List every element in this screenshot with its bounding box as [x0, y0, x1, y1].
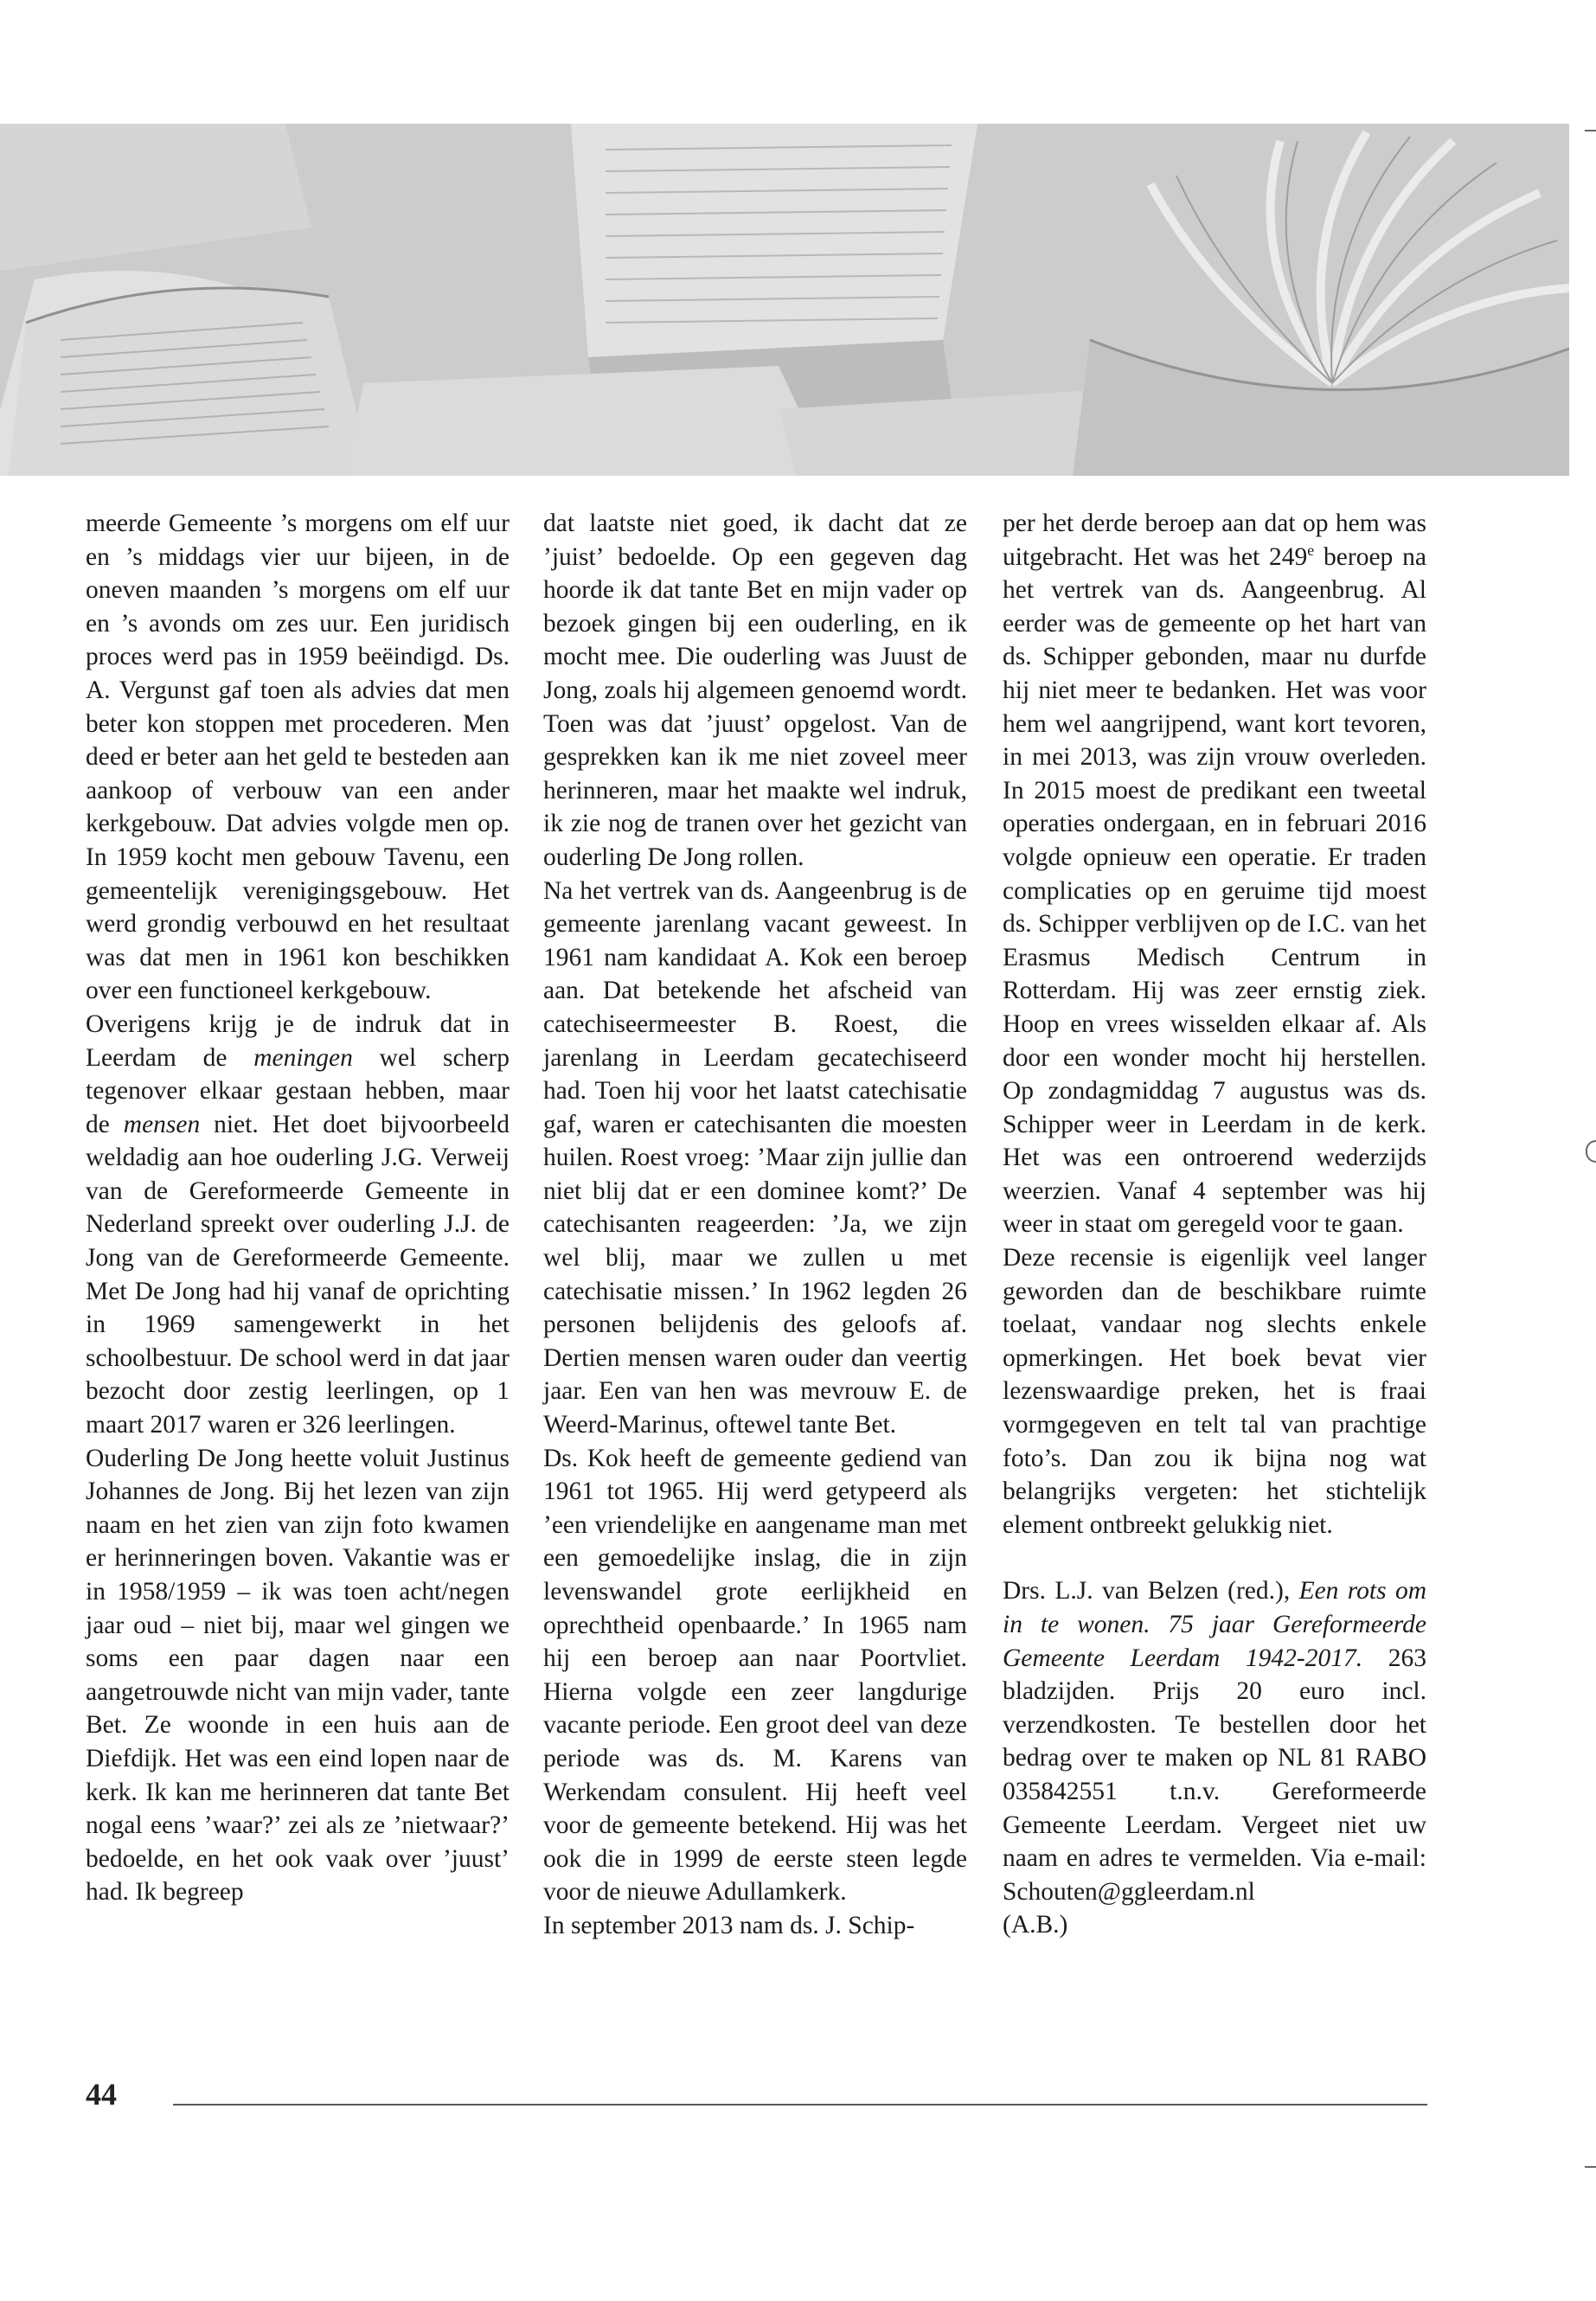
paragraph: per het derde beroep aan dat op hem was uitgebracht. Het was het 249e beroep na het vertrek van ds. Aangeenbrug. Al eerder was de gemeente op het hart van ds. Schipper gebonden, maar nu durfde hij niet meer te bedanken. Het was voor hem wel aangrijpend, want kort tevoren, in mei 2013, was zijn vrouw overleden. In 2015 moest de predikant een tweetal operaties ondergaan, en in februari 2016 volgde opnieuw een operatie. Er traden complicaties op en geruime tijd moest ds. Schipper verblijven op de I.C. van het Erasmus Medisch Centrum in Rotterdam. Hij was zeer ernstig ziek. Hoop en vrees wisselden elkaar af. Als door een wonder mocht hij herstellen. Op zondagmiddag 7 augustus was ds. Schipper weer in Leerdam in de kerk. Het was een ontroerend wederzijds weerzien. Vanaf 4 september was hij weer in staat om geregeld voor te gaan. — [1003, 510, 1426, 1239]
paragraph: Overigens krijg je de indruk dat in Leerdam de meningen wel scherp tegenover elkaar gestaan hebben, maar de mensen niet. Het doet bijvoorbeeld weldadig aan hoe ouderling J.G. Verweij van de Gereformeerde Gemeente in Nederland spreekt over ouderling J.J. de Jong van de Gereformeerde Gemeente. Met De Jong had hij vanaf de oprichting in 1969 samengewerkt in het schoolbestuur. De school werd in dat jaar bezocht door zestig leerlingen, op 1 maart 2017 waren er 326 leerlingen. — [86, 1009, 510, 1439]
text-column-3 — [1003, 507, 1426, 1942]
paragraph: Na het vertrek van ds. Aangeenbrug is de gemeente jarenlang vacant geweest. In 1961 nam kandidaat A. Kok een beroep aan. Dat betekende het afscheid van catechiseermeester B. Roest, die jarenlang in Leerdam gecatechiseerd had. Toen hij voor het laatst catechisatie gaf, waren er catechisanten die moesten huilen. Roest vroeg: ’Maar zijn jullie dan niet blij dat er een dominee komt?’ De catechisanten reageerden: ’Ja, we zijn wel blij, maar we zullen u met catechisatie missen.’ In 1962 legden 26 personen belijdenis des geloofs af. Dertien mensen waren ouder dan veertig jaar. Een van hen was mevrouw E. de Weerd-Marinus, oftewel tante Bet. — [543, 876, 967, 1439]
paragraph: Ouderling De Jong heette voluit Justinus Johannes de Jong. Bij het lezen van zijn naam en het zien van zijn foto kwamen er herinneringen boven. Vakantie was er in 1958/1959 – ik was toen acht/negen jaar oud – niet bij, maar wel gingen we soms een paar dagen naar een aangetrouwde nicht van mijn vader, tante Bet. Ze woonde in een huis aan de Diefdijk. Het was een eind lopen naar de kerk. Ik kan me herinneren dat tante Bet nogal eens ’waar?’ zei als ze ’nietwaar?’ bedoelde, en het ook vaak over ’juust’ had. Ik begreep — [86, 1444, 510, 1907]
paragraph: Ds. Kok heeft de gemeente gediend van 1961 tot 1965. Hij werd getypeerd als ’een vriendelijke en aangename man met een gemoedelijke inslag, die in zijn levenswandel grote eerlijkheid en oprechtheid openbaarde.’ In 1965 nam hij een beroep aan naar Poortvliet. Hierna volgde een zeer langdurige vacante periode. Een groot deel van deze periode was ds. M. Karens van Werkendam consulent. Hij heeft veel voor de gemeente betekend. Hij was het ook die in 1999 de eerste steen legde voor de nieuwe Adullamkerk. — [543, 1444, 967, 1907]
emphasis: mensen — [123, 1110, 201, 1138]
emphasis: meningen — [253, 1043, 353, 1072]
book-title: Een rots om in te wonen. 75 jaar Gereformeerde Gemeente Leerdam 1942-2017. — [1003, 1577, 1426, 1672]
text-column-2 — [543, 507, 967, 1943]
paragraph: meerde Gemeente ’s morgens om elf uur en ’s middags vier uur bijeen, in de oneven maanden ’s morgens om elf uur en ’s avonds om zes uur. Een juridisch proces werd pas in 1959 beëindigd. Ds. A. Vergunst gaf toen als advies dat men beter kon stoppen met procederen. Men deed er beter aan het geld te besteden aan aankoop of verbouw van een ander kerkgebouw. Dat advies volgde men op. In 1959 kocht men gebouw Tavenu, een gemeentelijk verenigingsgebouw. Het werd grondig verbouwd en het resultaat was dat men in 1961 kon beschikken over een functioneel kerkgebouw. — [86, 510, 510, 1005]
footer-rule — [173, 2104, 1427, 2106]
book-colophon: Drs. L.J. van Belzen (red.), Een rots om in te wonen. 75 jaar Gereformeerde Gemeente Leerdam 1942-2017. 263 bladzijden. Prijs 20 euro incl. verzendkosten. Te bestellen door het bedrag over te maken op NL 81 RABO 035842551 t.n.v. Gereformeerde Gemeente Leerdam. Vergeet niet uw naam en adres te vermelden. Via e-mail: Schouten@ggleerdam.nl — [1003, 1577, 1426, 1906]
paragraph: Deze recensie is eigenlijk veel langer geworden dan de beschikbare ruimte toelaat, vandaar nog slechts enkele opmerkingen. Het boek bevat vier lezenswaardige preken, het is fraai vormgegeven en telt tal van prachtige foto’s. Dan zou ik bijna nog wat belangrijks vergeten: het stichtelijk element ontbreekt gelukkig niet. — [1003, 1244, 1426, 1539]
crop-mark — [1585, 2166, 1596, 2168]
paragraph: dat laatste niet goed, ik dacht dat ze ’juist’ bedoelde. Op een gegeven dag hoorde ik dat tante Bet en mijn vader op bezoek gingen bij een ouderling, en ik mocht mee. Die ouderling was Juust de Jong, zoals hij algemeen genoemd wordt. Toen was dat ’juust’ opgelost. Van de gesprekken kan ik me niet zoveel meer herinneren, maar het maakte wel indruk, ik zie nog de tranen over het gezicht van ouderling De Jong rollen. — [543, 510, 967, 871]
crop-mark — [1585, 130, 1596, 131]
paragraph: In september 2013 nam ds. J. Schip- — [543, 1911, 915, 1939]
header-photo-open-books — [0, 124, 1569, 476]
text-column-1 — [86, 507, 510, 1909]
page-number: 44 — [86, 2077, 117, 2112]
author-signature: (A.B.) — [1003, 1911, 1068, 1939]
registration-mark — [1586, 1140, 1596, 1163]
